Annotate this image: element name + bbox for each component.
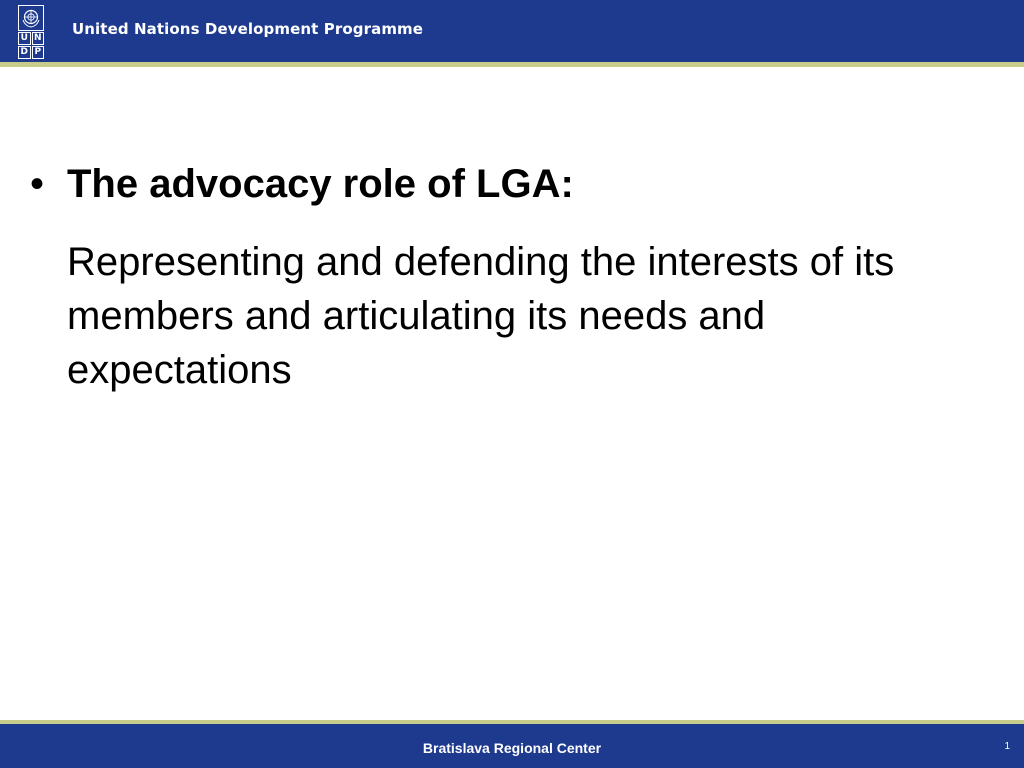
footer-bar: [0, 724, 1024, 768]
logo-letter-u: U: [18, 32, 31, 45]
logo-letter-d: D: [18, 46, 31, 59]
footer-center-text: Bratislava Regional Center: [422, 740, 602, 756]
page-number: 1: [1004, 741, 1010, 752]
undp-letter-grid: [18, 32, 44, 58]
un-emblem-icon: [18, 5, 44, 31]
header-bar: [0, 0, 1024, 62]
organization-name: United Nations Development Programme: [72, 20, 424, 38]
logo-letter-n: N: [32, 32, 45, 45]
undp-logo: [18, 5, 44, 57]
logo-letter-p: P: [32, 46, 45, 59]
bullet-body-text: Representing and defending the interests of its members and articulating its needs and expectations: [67, 240, 895, 392]
bullet-heading: The advocacy role of LGA:: [67, 162, 574, 206]
bullet-marker: •: [30, 162, 45, 206]
header-divider: [0, 62, 1024, 67]
